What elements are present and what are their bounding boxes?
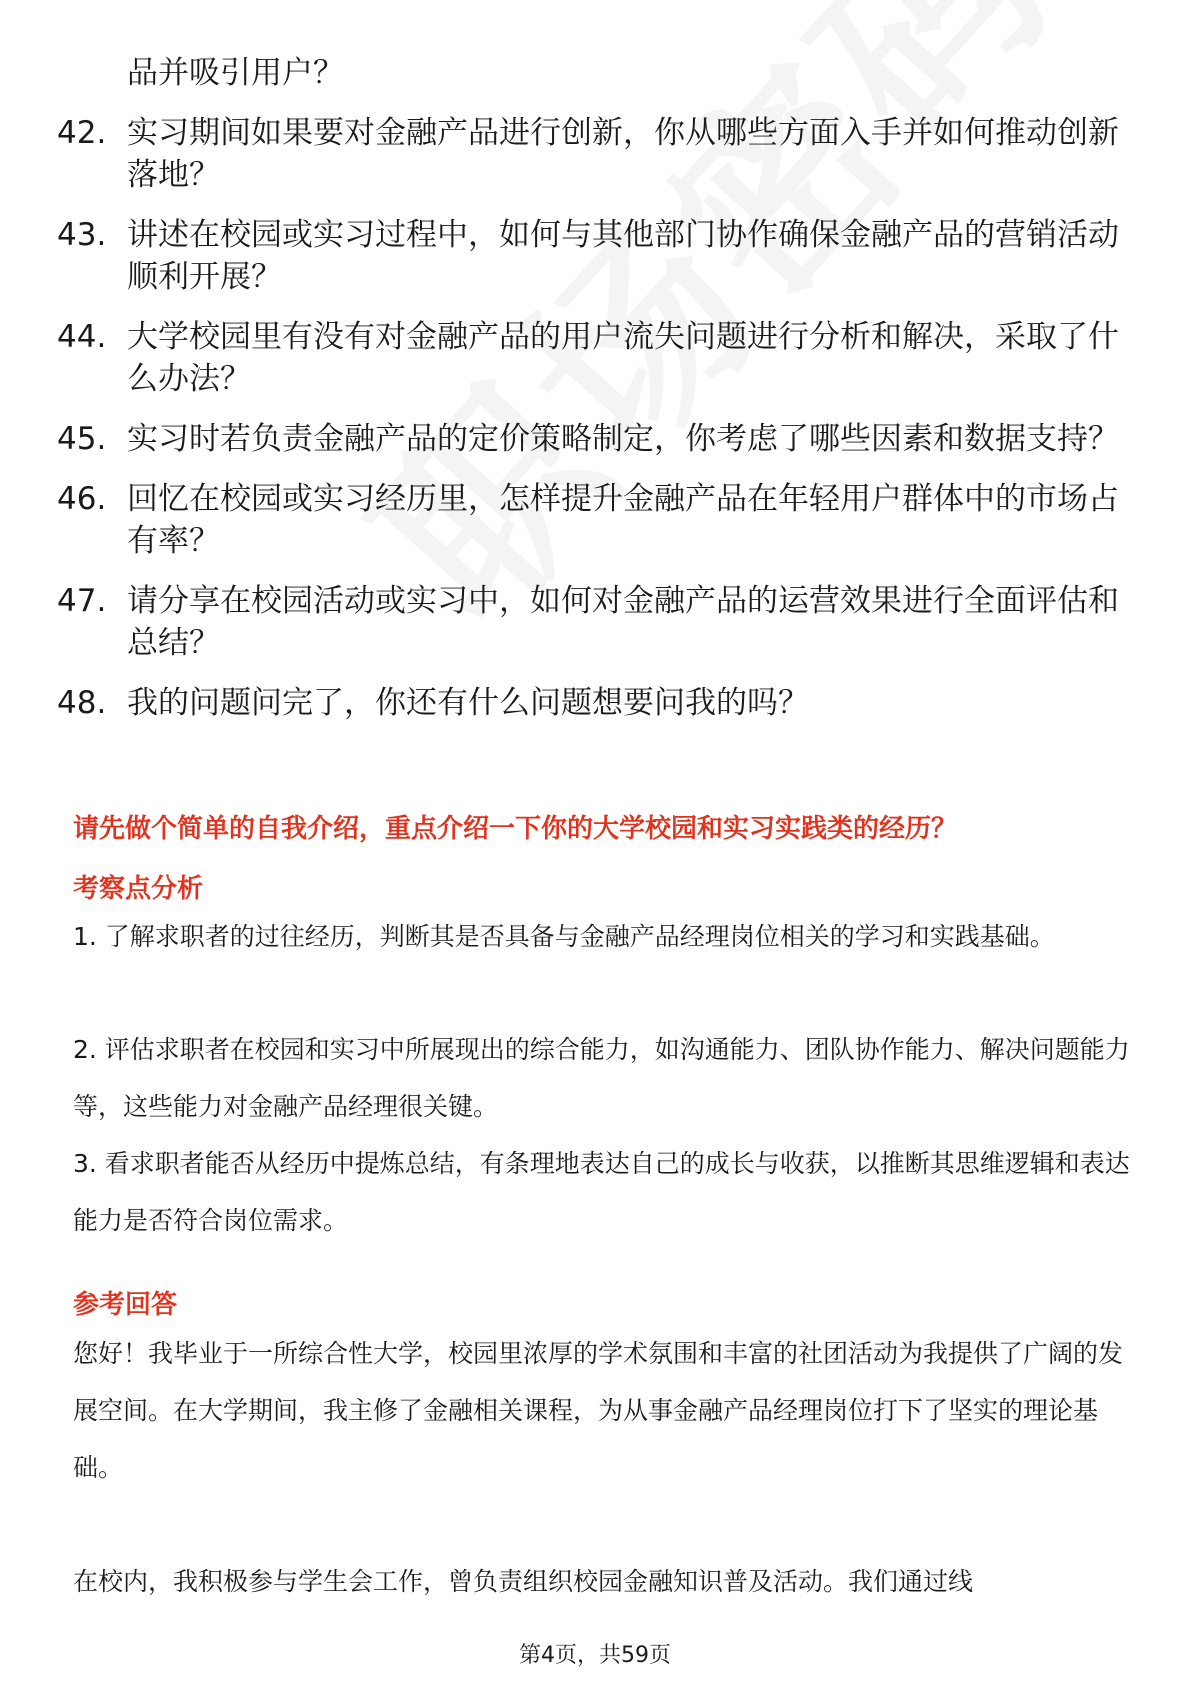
question-number: 46. <box>57 481 107 517</box>
question-text: 回忆在校园或实习经历里，怎样提升金融产品在年轻用户群体中的市场占有率？ <box>127 481 1119 559</box>
question-number: 48. <box>57 685 107 721</box>
analysis-point: 3. 看求职者能否从经历中提炼总结，有条理地表达自己的成长与收获，以推断其思维逻辑和表达能力是否符合岗位需求。 <box>73 1149 1130 1235</box>
reference-paragraph: 在校内，我积极参与学生会工作，曾负责组织校园金融知识普及活动。我们通过线 <box>73 1567 974 1596</box>
answer-question-title: 请先做个简单的自我介绍，重点介绍一下你的大学校园和实习实践类的经历？ <box>73 814 958 844</box>
reference-paragraph: 您好！我毕业于一所综合性大学，校园里浓厚的学术氛围和丰富的社团活动为我提供了广阔的发展空间。在大学期间，我主修了金融相关课程，为从事金融产品经理岗位打下了坚实的理论基础。 <box>73 1339 1124 1482</box>
question-text: 请分享在校园活动或实习中，如何对金融产品的运营效果进行全面评估和总结？ <box>127 583 1119 661</box>
question-number: 45. <box>57 421 107 457</box>
question-text: 讲述在校园或实习过程中，如何与其他部门协作确保金融产品的营销活动顺利开展？ <box>127 217 1119 295</box>
question-list <box>57 112 1137 742</box>
question-continued-text: 品并吸引用户？ <box>127 55 344 91</box>
question-item <box>57 112 1137 196</box>
question-number: 44. <box>57 319 107 355</box>
analysis-point: 1. 了解求职者的过往经历，判断其是否具备与金融产品经理岗位相关的学习和实践基础。 <box>73 922 1055 951</box>
reference-heading: 参考回答 <box>73 1290 178 1320</box>
question-text: 我的问题问完了，你还有什么问题想要问我的吗？ <box>127 685 809 721</box>
question-number: 43. <box>57 217 107 253</box>
analysis-point: 2. 评估求职者在校园和实习中所展现出的综合能力，如沟通能力、团队协作能力、解决问题能力等，这些能力对金融产品经理很关键。 <box>73 1035 1130 1121</box>
analysis-heading: 考察点分析 <box>73 874 204 904</box>
question-item <box>57 214 1137 298</box>
question-number: 42. <box>57 115 107 151</box>
question-item <box>57 478 1137 562</box>
question-item <box>57 316 1137 400</box>
question-item <box>57 580 1137 664</box>
question-text: 实习时若负责金融产品的定价策略制定，你考虑了哪些因素和数据支持？ <box>127 421 1119 457</box>
question-item <box>57 418 1137 460</box>
question-item <box>57 682 1137 724</box>
question-number: 47. <box>57 583 107 619</box>
question-text: 大学校园里有没有对金融产品的用户流失问题进行分析和解决，采取了什么办法？ <box>127 319 1119 397</box>
page-number: 第4页，共59页 <box>519 1643 671 1668</box>
question-text: 实习期间如果要对金融产品进行创新，你从哪些方面入手并如何推动创新落地？ <box>127 115 1119 193</box>
